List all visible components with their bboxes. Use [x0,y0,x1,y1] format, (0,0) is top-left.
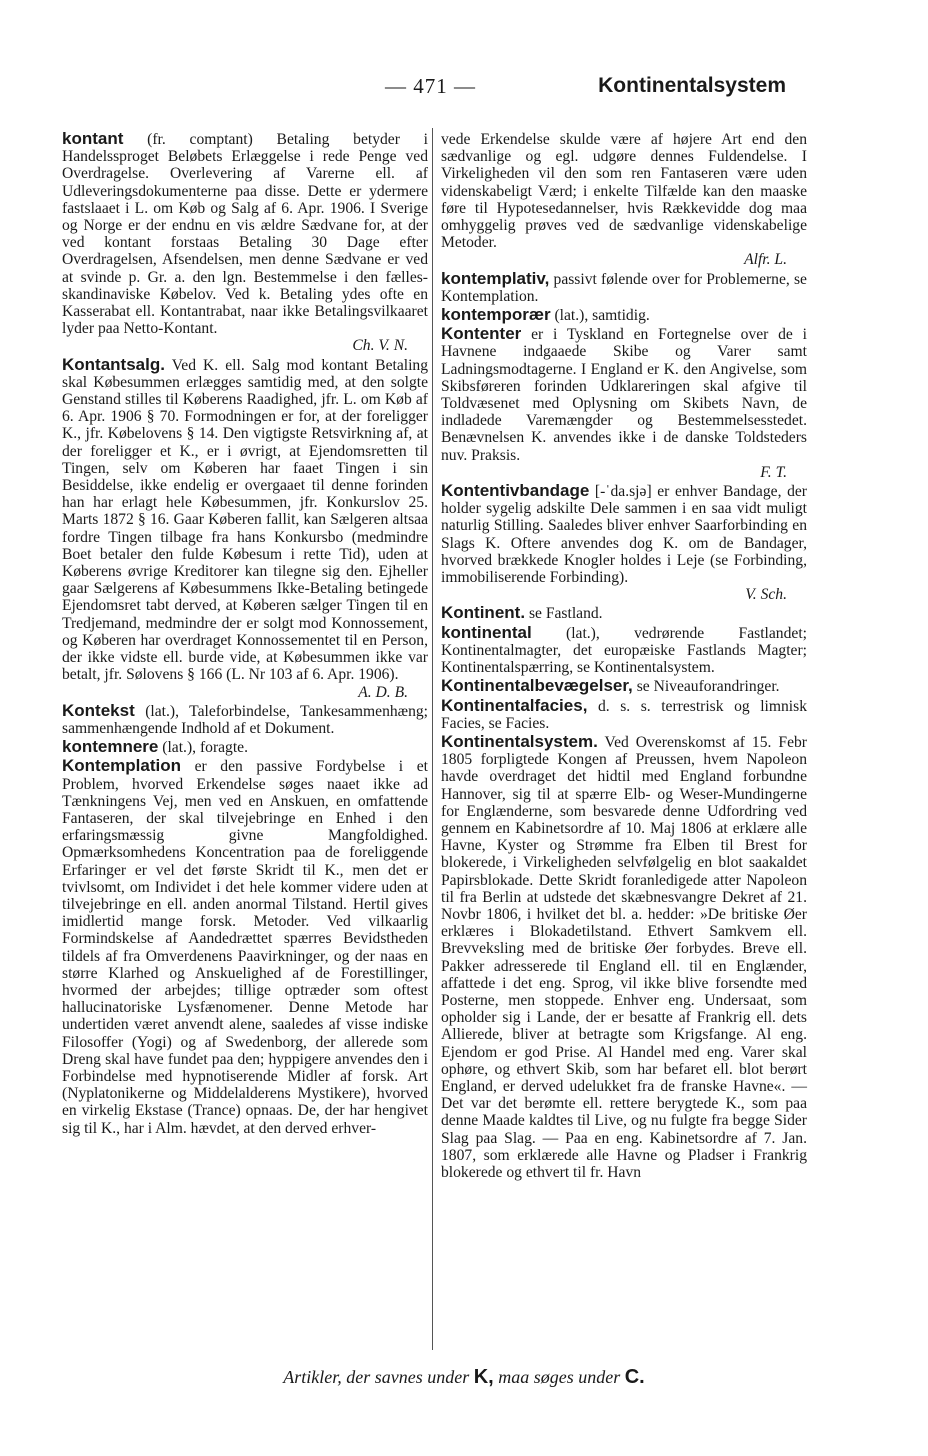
entry-text: passivt følende over for Problemerne, se Kontemplation. [441,270,807,305]
entry-text: (fr. comptant) Betaling betyder i Handelssproget Beløbets Erlæggelse i rede Penge ved Overdragelse. Overlevering af Varerne ell. af Udleveringsdokumenterne paa disse. Dette er ydermere fastslaaet i L. om Køb og Salg af 6. Apr. 1906. I Sverige og Norge er der endnu en vis ældre Sædvane for, at der ved kontant forstaas Betaling 30 Dage efter Overdragelsen, Afsendelsen, men denne Sædvane er ved at svinde p. Gr. a. den lgn. Bestemmelse i den fælles-skandinaviske Købelov. Ved k. Betaling ydes ofte en Kasserabat ell. Kontantrabat, naar ikke Betalingsvilkaaret lyder paa Netto-Kontant. [62,131,429,338]
entry-signature: Alfr. L. [744,251,787,269]
page-header [0,74,928,104]
entry-headword: kontemnere [62,737,159,757]
entry-headword: kontemporær [441,305,551,325]
dictionary-entry [441,697,807,732]
entry-headword: kontemplativ, [441,268,550,288]
left-column [62,130,428,1138]
entry-headword: Kontemplation [62,756,181,776]
dictionary-entry [441,325,807,481]
entry-headword: Kontantsalg. [62,354,165,374]
entry-text: vede Erkendelse skulde være af højere Art end den sædvanlige og egl. udgøre dennes Fuldendelse. I Virkeligheden vil den som ren Fantaseren være uden videnskabeligt Værd; i enkelte Tilfælde kan den maaske føre til Hypotesedannelser, hvis Rækkevidde dog maa omhyggelig prøves ved de sædvanlige videnskabelige Metoder. [441,131,807,252]
running-head: Kontinentalsystem [598,74,786,97]
entry-headword: Kontekst [62,700,135,720]
dictionary-entry [62,130,428,355]
entry-headword: Kontinent. [441,603,526,623]
entry-text: (lat.), foragte. [162,739,249,757]
entry-headword: Kontinentalfacies, [441,695,588,715]
dictionary-entry [62,757,428,1136]
entry-text: (lat.), Taleforbindelse, Tankesammenhæng; sammenhængende Indhold af et Dokument. [62,702,428,737]
dictionary-entry [62,738,428,756]
dictionary-entry [441,130,807,269]
dictionary-entry [62,356,428,701]
entry-text: [-ˈda.sjə] er enhver Bandage, der holder sygelig adskilte Dele sammen i en saa vidt muligt naturlig Stilling. Saaledes bliver enhver Saarforbinding en Slags K. Oftere anvendes dog K. om de Bandager, hvorved brækkede Knogler holdes i Leje (se Forbinding, immobiliserende Forbinding). [441,483,807,587]
dictionary-entry [441,604,807,622]
right-column [441,130,807,1182]
page-footer [0,1366,928,1389]
entry-text: er den passive Fordybelse i et Problem, hvorved Erkendelse søges naaet ikke ad Tænkningens Vej, men ved en Anskuen, en omfattende Fantaseren, der skal tilvejebringe en Enhed i den erfaringsmæssig givne Mangfoldighed. Opmærksomhedens Koncentration paa de foreliggende Erfaringer er vel det første Skridt til K., men det er tvivlsomt, om Individet i det hele kommer videre uden at tilvejebringe en ell. anden anormal Tilstand. Hertil gives imidlertid mange forsk. Metoder. Ved vilkaarlig Formindskelse af Aandedrættet spærres Bevidstheden tildels af fra Omverdenens Paavirkninger, og der naas en større Klarhed og Anskuelighed af de Forestillinger, hvormed der arbejdes; tillige optræder som oftest hallucinatoriske Lysfænomener. Denne Metode har undertiden været anvendt alene, saaledes af visse indiske Filosoffer (Yogi) og af Swedenborg, der allerede som Dreng skal have fundet paa den; hyppigere anvendes den i Forbindelse med hypnotiserende Midler af forsk. Art (Nyplatonikerne og Middelalderens Mystikere), hvorved en virkelig Ekstase (Trance) opnaas. De, der har hengivet sig til K., har i Alm. hævdet, at den derved erhver- [62,758,428,1137]
entry-headword: kontant [62,129,124,148]
footer-letter-k: K, [473,1366,494,1388]
entry-text: (lat.), vedrørende Fastlandet; Kontinentalmagter, det europæiske Fastlands Magter; Kontinentalspærring, se Kontinentalsystem. [441,624,807,677]
dictionary-entry [441,270,807,305]
dictionary-entry [441,624,807,677]
entry-text: d. s. s. terrestrisk og limnisk Facies, se Facies. [441,697,808,732]
entry-signature: Ch. V. N. [352,337,408,355]
entry-text: er i Tyskland en Fortegnelse over de i Havnene indgaaede Skibe og Varer samt Ladningsmodtagerne. I England er K. den Angivelse, som Skibsføreren forinden Udklareringen skal afgive til Toldvæsenet med Oplysning om Skibets Navn, de indladede Varemængder og Bestemmelsesstedet. Benævnelsen K. anvendes ikke i de danske Toldsteders nuv. Praksis. [441,326,807,464]
entry-signature: V. Sch. [745,586,787,604]
entry-text: se Niveauforandringer. [636,678,780,696]
dictionary-entry [441,482,807,603]
dictionary-entry [441,306,807,324]
footer-text-before: Artikler, der savnes under [283,1367,470,1387]
entry-headword: Kontinentalsystem. [441,731,598,751]
entry-headword: Kontinentalbevægelser, [441,676,633,696]
page-number: — 471 — [385,74,476,98]
dictionary-entry [441,677,807,695]
entry-text: Ved K. ell. Salg mod kontant Betaling skal Købesummen erlægges samtidig med, at den solgte Genstand stilles til Køberens Raadighed, jfr. L. om Køb af 6. Apr. 1906 § 70. Formodningen er for, at der foreligger K., jfr. Købelovens § 14. Den vigtigste Retsvirkning af, at der foreligger et K., er i øvrigt, at Ejendomsretten til Tingen, selv om Køberen har faaet Tingen i sin Besiddelse, ikke endelig er overgaaet til denne forinden han har erlagt hele Købesummen, jfr. Konkurslov 25. Marts 1872 § 16. Gaar Køberen fallit, kan Sælgeren altsaa fordre Tingen tilbage fra hans Konkursbo (medmindre Boet betaler den fulde Købesum i rette Tid), uden at Køberens øvrige Kreditorer kan tilegne sig den. Ejheller gaar Sælgerens af Købesummens Ikke-Betaling betingede Ejendomsret tabt derved, at Køberen sælger Tingen til en Tredjemand, medmindre der er solgt mod Konnossement, og Køberen har overdraget Konnossementet til en Person, der ikke vidste ell. burde vide, at Købesummen ikke var betalt, jfr. Sølovens § 166 (L. Nr 103 af 6. Apr. 1906). [62,356,428,684]
entry-text: Ved Overenskomst af 15. Febr 1805 forpligtede Kongen af Preussen, hvem Napoleon havde overdraget det hidtil med England forbundne Hannover, sig til at spærre Elb- og Weser-Mundingerne for Englænderne, som besvarede denne Udfordring ved gennem en Kabinetsordre af 10. Maj 1806 at erklære alle Havne, Kyster og Strømme fra Elben til Brest for blokerede, i Virkeligheden selvfølgelig en blot saakaldet Papirsblokade. Dette Skridt foranledigede atter Napoleon til fra Berlin at udstede det skæbnesvangre Dekret af 21. Novbr 1806, i hvilket det bl. a. hedder: »De britiske Øer erklæres i Blokadetilstand. Ethvert Samkvem ell. Brevveksling med de britiske Øer forbydes. Breve ell. Pakker adresserede til England ell. til en Englænder, affattede i det eng. Sprog, vil ikke blive forsendte med Posterne, men stoppede. Enhver eng. Undersaat, som opholder sig i Lande, der er besatte af Frankrig ell. dets Allierede, bliver at betragte som Krigsfange. Al eng. Ejendom er god Prise. Al Handel med eng. Varer skal ophøre, og ethvert Skib, som har befaret ell. blot berørt England, er derved udelukket fra de franske Havne«. — Det var det berømte ell. rettere berygtede K., som paa denne Maade kaldtes til Live, og nu fulgte fra begge Sider Slag paa Slag. — Paa en eng. Kabinetsordre af 7. Jan. 1807, som erklærede alle Havne og Pladser i Frankrig blokerede og ethvert til fr. Havn [441,733,807,1181]
entry-signature: A. D. B. [358,683,408,701]
footer-letter-c: C. [624,1366,645,1388]
entry-headword: Kontentivbandage [441,481,590,501]
entry-signature: F. T. [760,463,787,481]
entry-headword: kontinental [441,622,532,642]
footer-text-middle: maa søges under [498,1367,621,1387]
dictionary-entry [62,702,428,737]
column-divider [432,128,433,1350]
dictionary-entry [441,733,807,1181]
entry-headword: Kontenter [441,324,522,344]
entry-text: se Fastland. [528,605,603,623]
entry-text: (lat.), samtidig. [554,307,650,325]
